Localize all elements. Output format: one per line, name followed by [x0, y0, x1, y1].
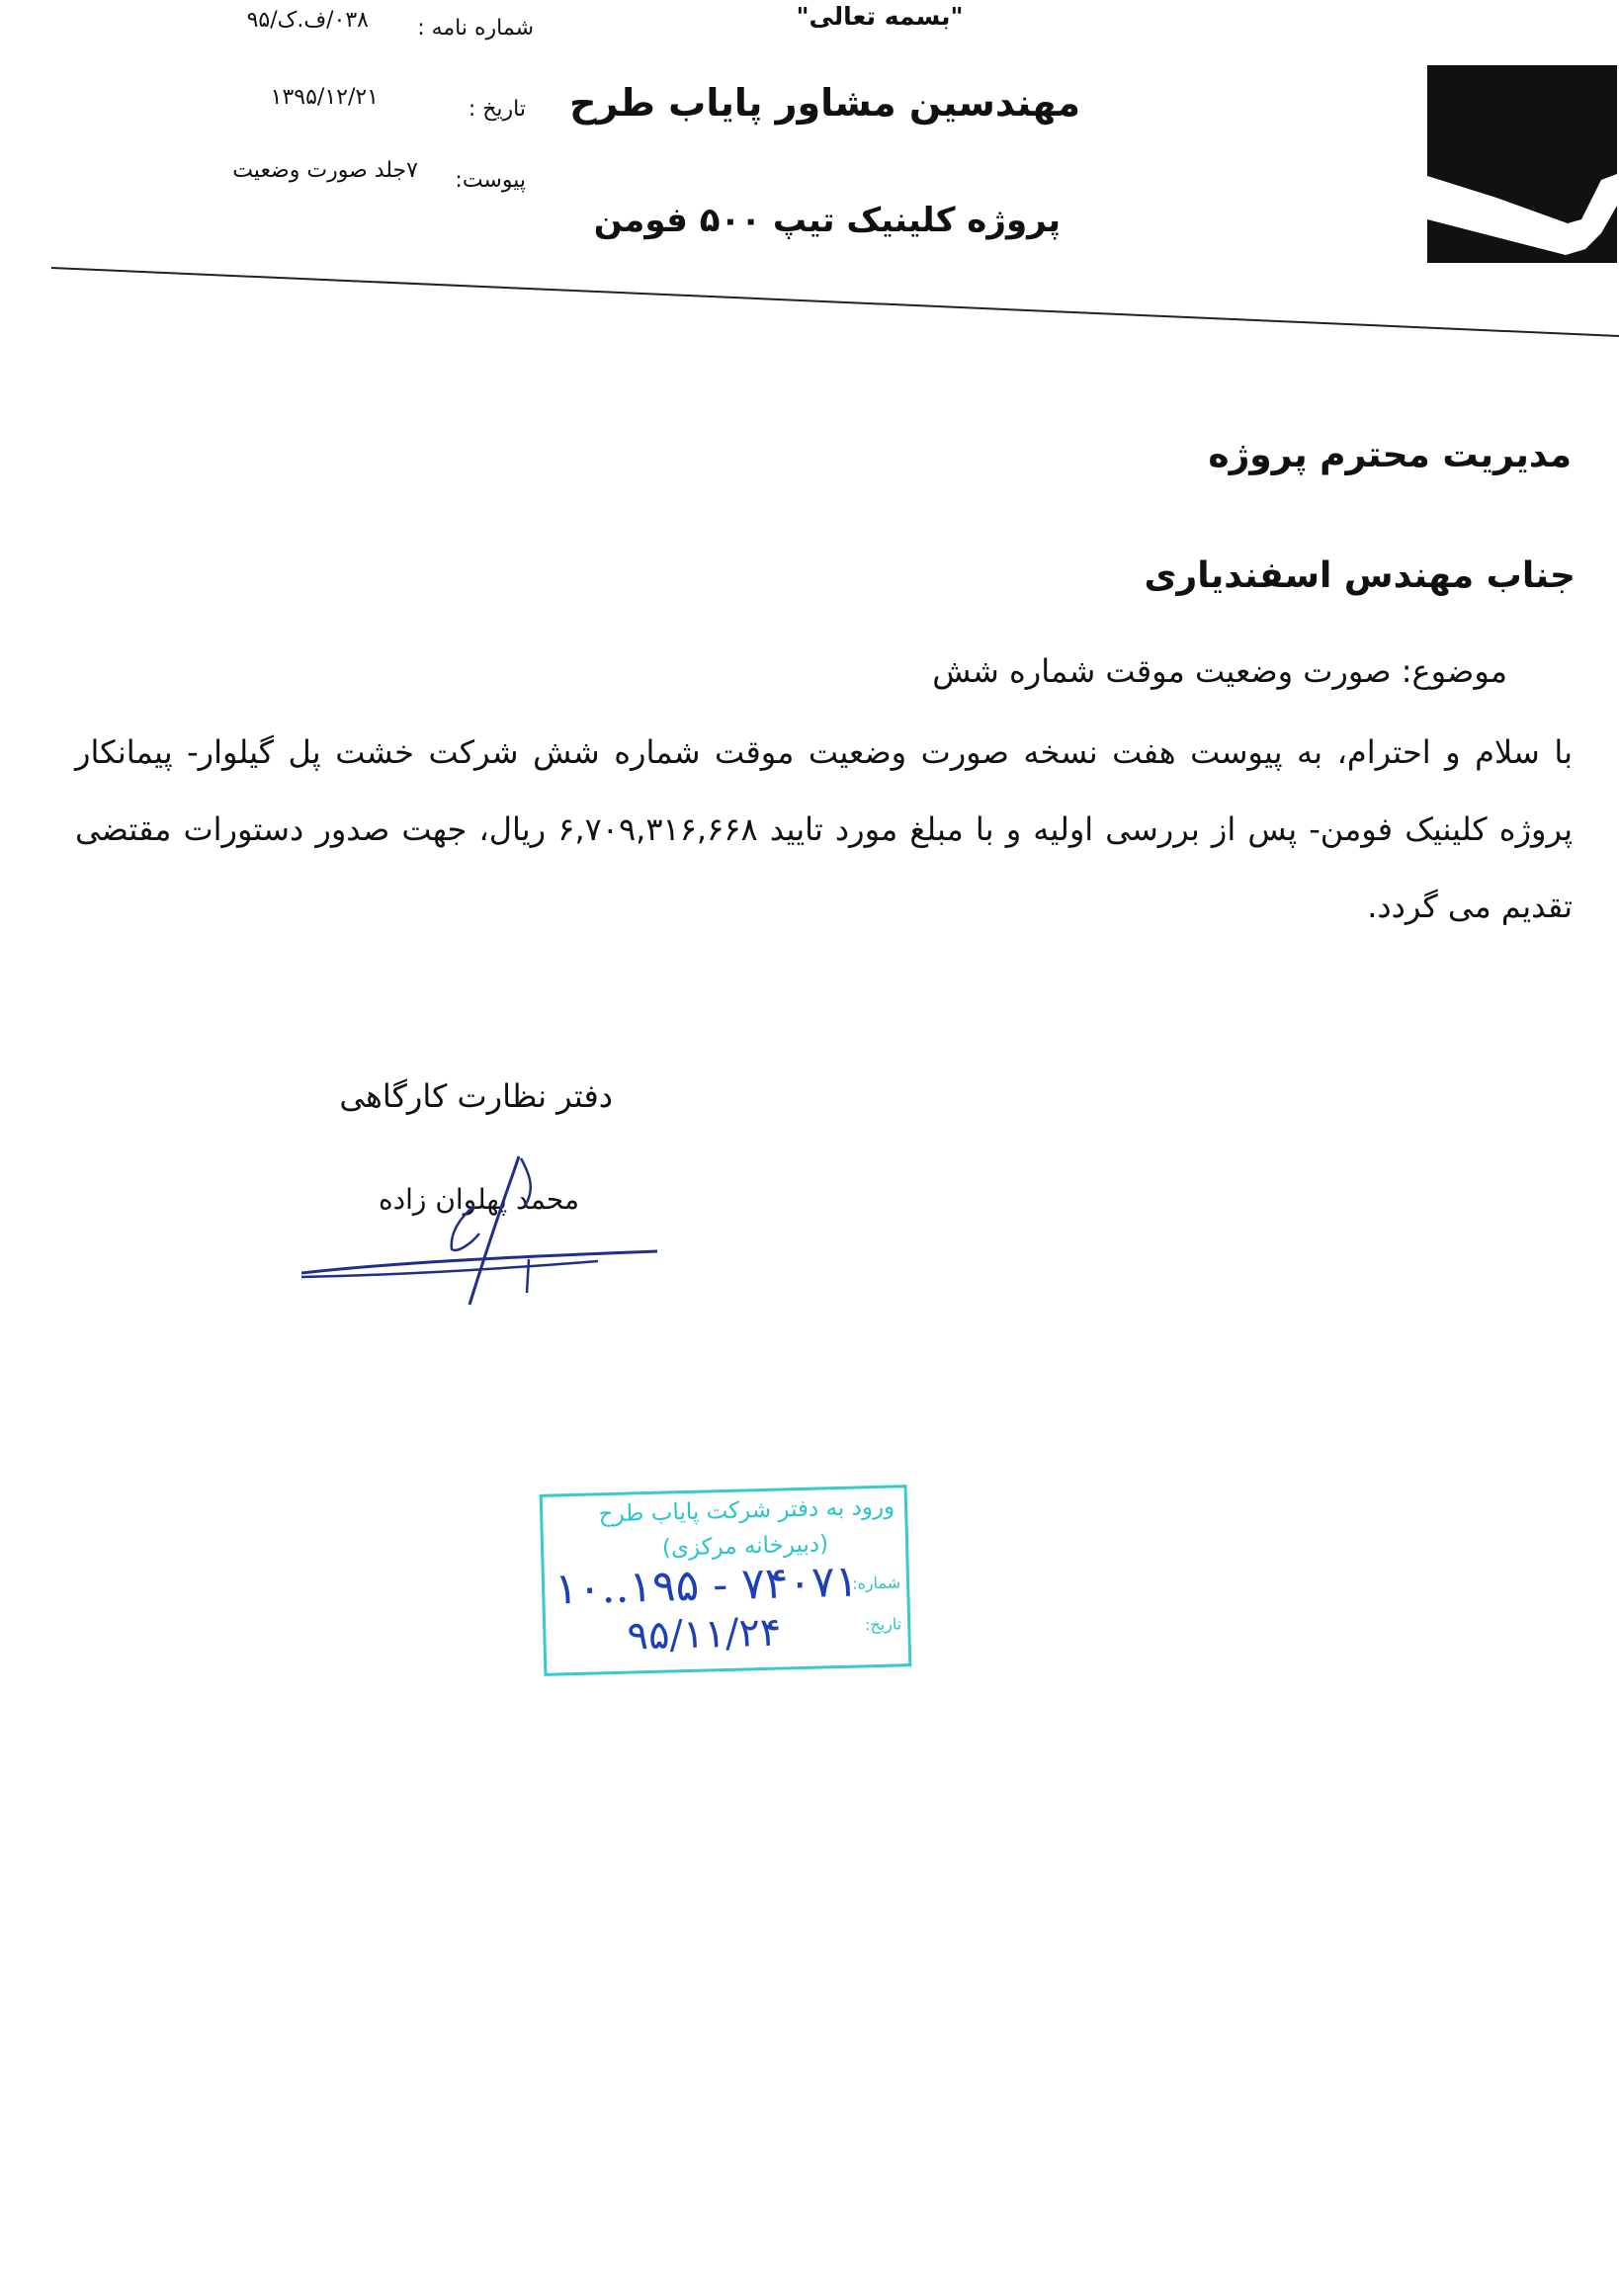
date-value: ۱۳۹۵/۱۲/۲۱	[270, 85, 379, 110]
stamp-number-value: ۱۰..۱۹۵ - ۷۴۰۷۱	[554, 1556, 859, 1615]
stamp-title: ورود به دفتر شرکت پایاب طرح	[598, 1493, 895, 1528]
stamp-date-label: تاریخ:	[864, 1614, 902, 1635]
addressee-title: مدیریت محترم پروژه	[1208, 435, 1572, 475]
handwritten-signature	[301, 1147, 677, 1315]
letter-body: با سلام و احترام، به پیوست هفت نسخه صورت وضعیت موقت شماره شش شرکت خشت پل گیلوار- پیمانکار پروژه کلینیک فومن- پس از بررسی اولیه و با مبلغ مورد تایید ۶,۷۰۹,۳۱۶,۶۶۸ ریال، جهت صدور دستورات مقتضی تقدیم می گردد.	[75, 733, 1574, 925]
letter-number-value: ۰۳۸/ف.ک/۹۵	[246, 8, 369, 33]
date-label: تاریخ :	[468, 97, 526, 122]
attachment-value: ۷جلد صورت وضعیت	[232, 158, 418, 183]
header-divider	[51, 265, 1619, 339]
sender-office: دفتر نظارت کارگاهی	[339, 1077, 613, 1115]
company-logo	[1427, 65, 1617, 263]
project-name: پروژه کلینیک تیپ ۵۰۰ فومن	[593, 201, 1061, 240]
signer-name: محمد پهلوان زاده	[379, 1183, 579, 1216]
addressee-name: جناب مهندس اسفندیاری	[1144, 555, 1576, 596]
stamp-subtitle: (دبیرخانه مرکزی)	[661, 1531, 829, 1562]
stamp-number-label: شماره:	[851, 1573, 901, 1593]
letter-number-label: شماره نامه :	[417, 16, 534, 41]
received-stamp	[540, 1485, 912, 1676]
attachment-label: پیوست:	[455, 168, 526, 193]
company-name: مهندسین مشاور پایاب طرح	[569, 81, 1080, 125]
letter-subject: موضوع: صورت وضعیت موقت شماره شش	[932, 652, 1507, 690]
basmala-heading: "بسمه تعالی"	[796, 2, 964, 31]
stamp-date-value: ۹۵/۱۱/۲۴	[626, 1609, 782, 1659]
